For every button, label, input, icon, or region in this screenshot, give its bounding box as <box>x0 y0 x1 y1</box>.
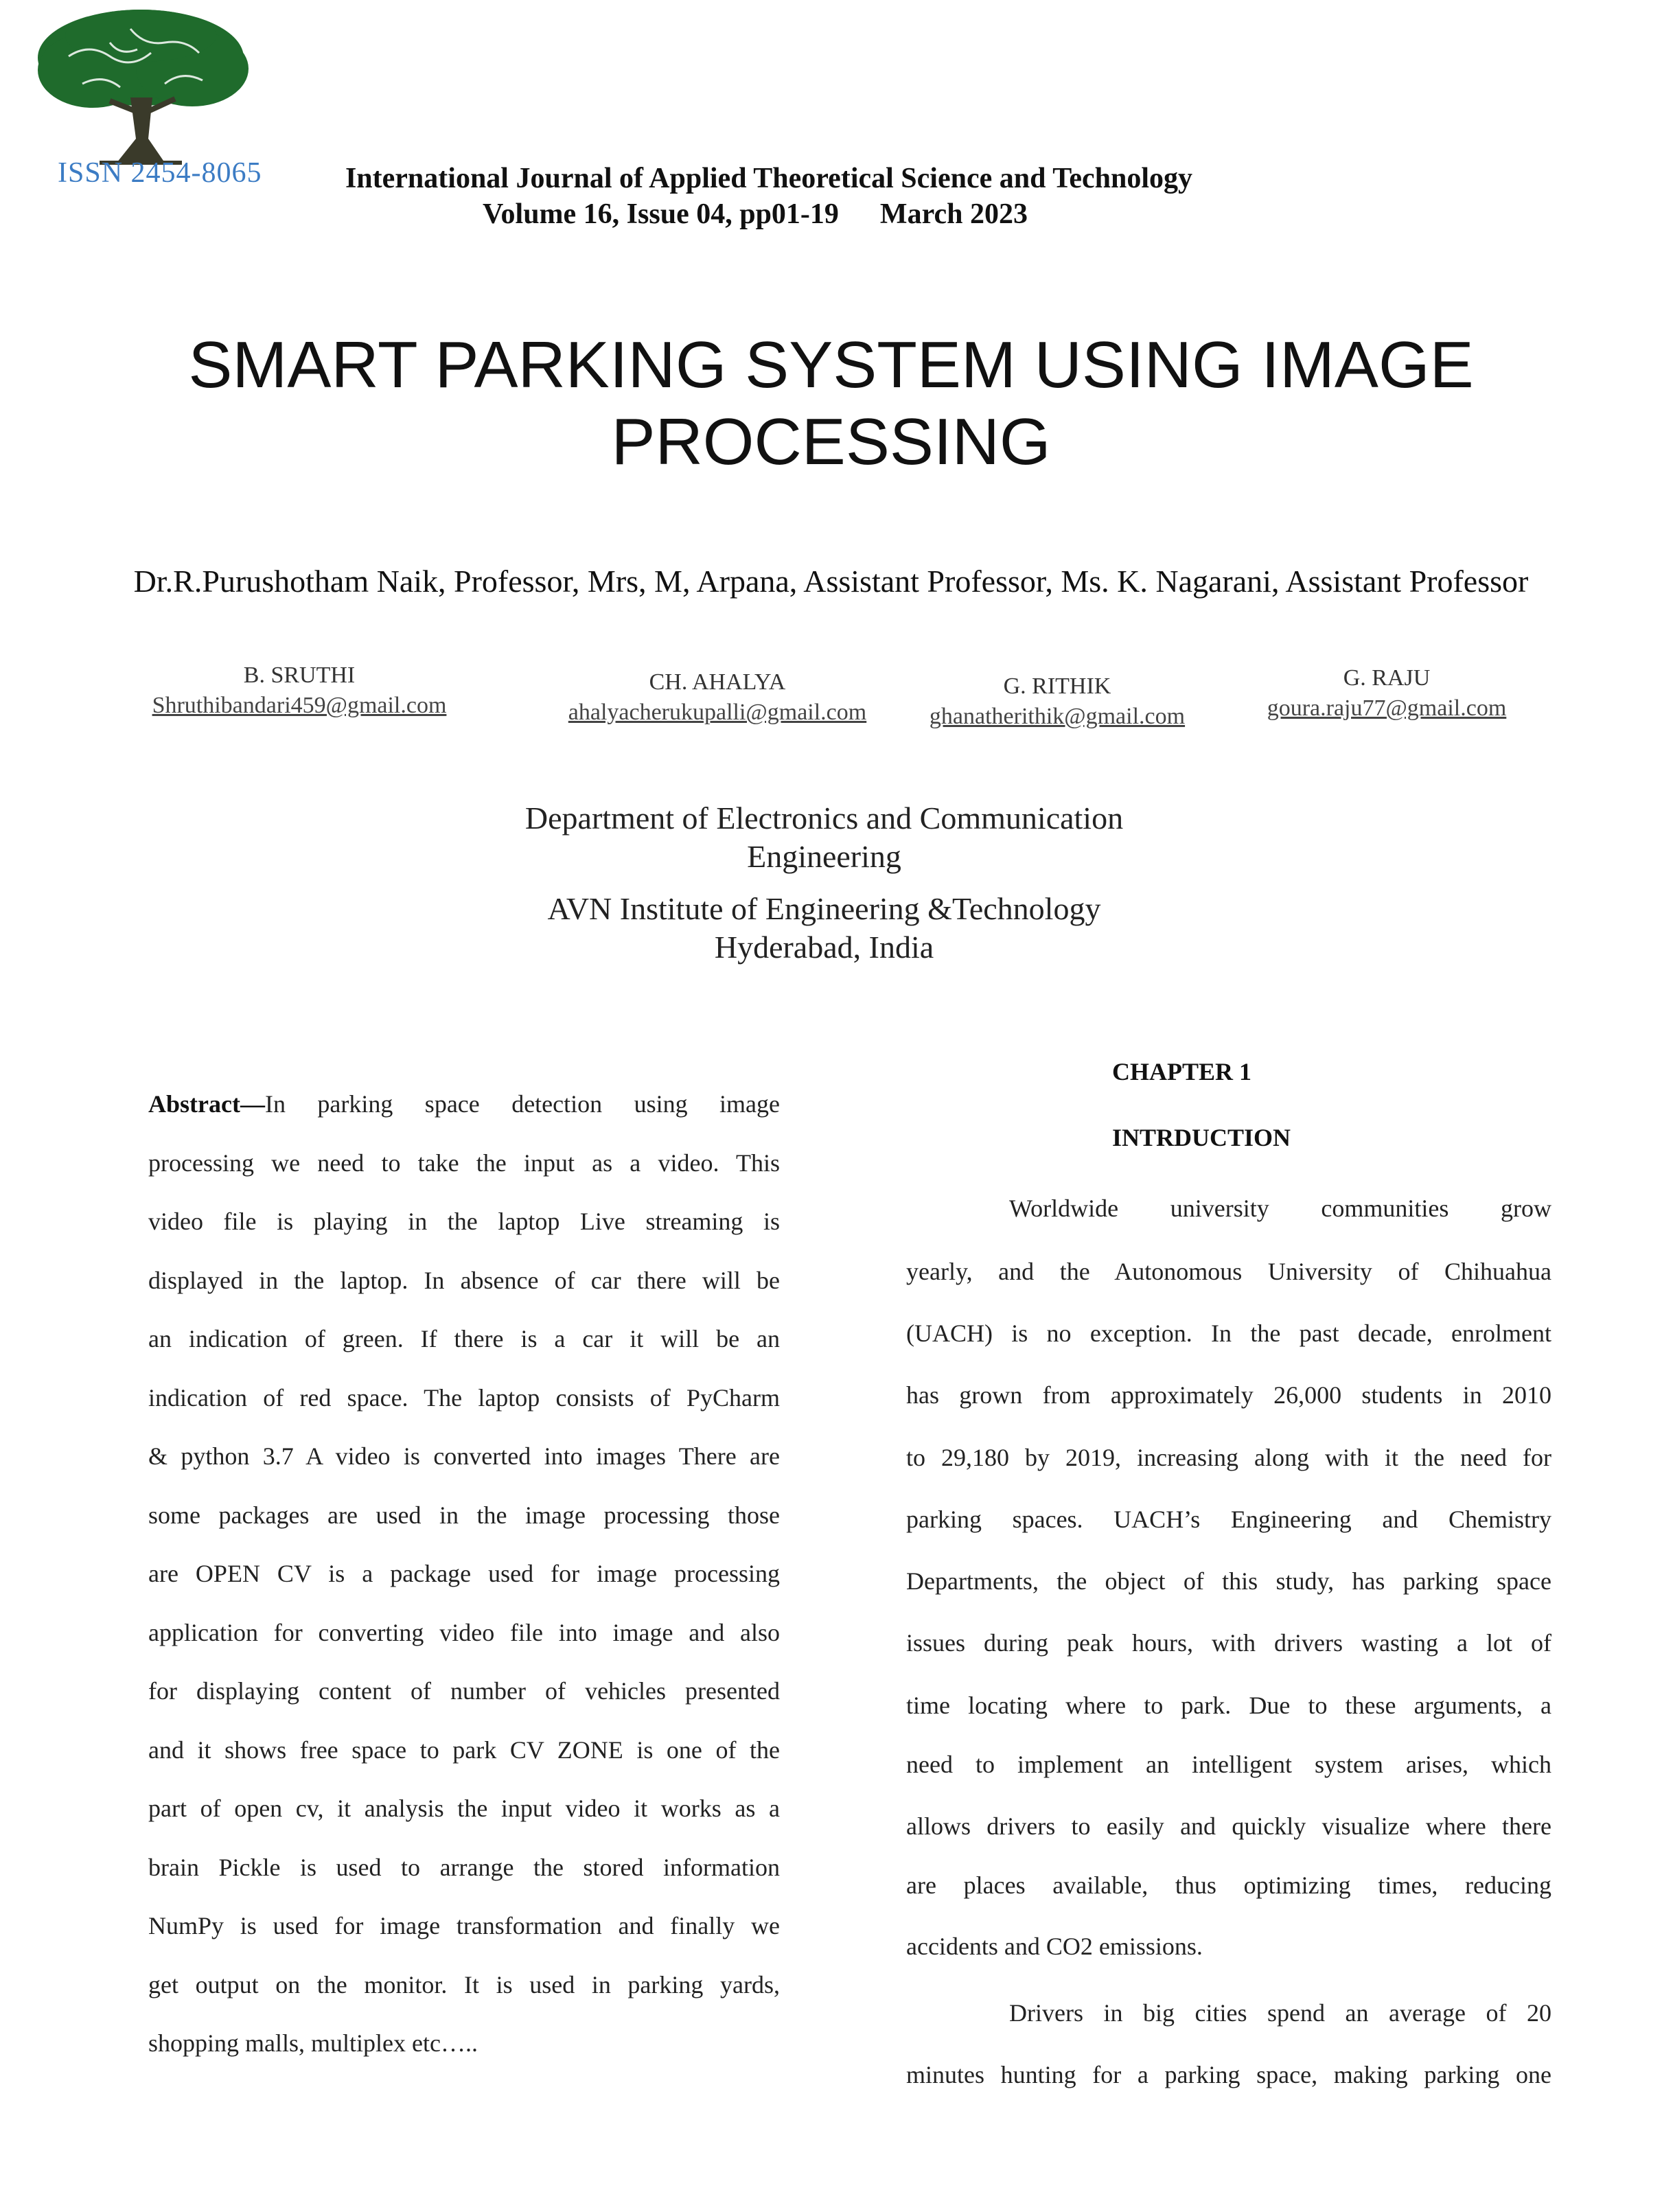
abstract-column <box>148 1090 780 2088</box>
student-author <box>913 671 1201 732</box>
dept-line-1: Department of Electronics and Communication <box>524 800 1124 836</box>
journal-name: International Journal of Applied Theoretical Science and Technology <box>345 163 1193 194</box>
para-line: minutes hunting for a parking space, making parking one <box>906 2061 1551 2088</box>
student-name: CH. AHALYA <box>649 669 786 695</box>
city: Hyderabad, India <box>714 930 934 965</box>
abstract-line: NumPy is used for image transformation and finally we <box>148 1912 780 1939</box>
abstract-line: video file is playing in the laptop Live streaming is <box>148 1208 780 1235</box>
student-author <box>135 660 464 721</box>
student-author <box>549 667 886 728</box>
para-line: accidents and CO2 emissions. <box>906 1933 1203 1960</box>
para-line: time locating where to park. Due to these arguments, a <box>906 1692 1551 1719</box>
para-line: has grown from approximately 26,000 students in 2010 <box>906 1381 1551 1409</box>
abstract-line: displayed in the laptop. In absence of car there will be <box>148 1266 780 1294</box>
abstract-line: some packages are used in the image processing those <box>148 1501 780 1529</box>
abstract-line: for displaying content of number of vehicles presented <box>148 1677 780 1705</box>
para-line: allows drivers to easily and quickly visualize where there <box>906 1812 1551 1840</box>
journal-date: March 2023 <box>879 198 1028 230</box>
para-line: parking spaces. UACH’s Engineering and Chemistry <box>906 1506 1551 1533</box>
student-name: G. RITHIK <box>1003 673 1111 699</box>
journal-volume: Volume 16, Issue 04, pp01-19 <box>483 198 839 230</box>
abstract-line: processing we need to take the input as a video. This <box>148 1149 780 1177</box>
abstract-line: and it shows free space to park CV ZONE is one of the <box>148 1736 780 1764</box>
student-email[interactable]: ahalyacherukupalli@gmail.com <box>568 700 867 725</box>
faculty-authors: Dr.R.Purushotham Naik, Professor, Mrs, M, Arpana, Assistant Professor, Ms. K. Nagarani, Assistant Professor <box>133 564 1529 599</box>
title-line-1: SMART PARKING SYSTEM USING IMAGE <box>188 328 1474 402</box>
para-line: need to implement an intelligent system arises, which <box>906 1751 1551 1778</box>
abstract-line: an indication of green. If there is a car it will be an <box>148 1325 780 1352</box>
title-line-2: PROCESSING <box>611 405 1051 479</box>
para-line: (UACH) is no exception. In the past decade, enrolment <box>906 1320 1551 1347</box>
abstract-line: part of open cv, it analysis the input video it works as a <box>148 1795 780 1822</box>
abstract-line: shopping malls, multiplex etc….. <box>148 2029 478 2057</box>
para-line: Worldwide university communities grow <box>1009 1195 1551 1222</box>
para-line: yearly, and the Autonomous University of Chihuahua <box>906 1258 1551 1285</box>
para-line: Drivers in big cities spend an average of 20 <box>1009 1999 1551 2027</box>
abstract-line: brain Pickle is used to arrange the stored information <box>148 1853 780 1881</box>
abstract-line: are OPEN CV is a package used for image processing <box>148 1560 780 1587</box>
para-line: Departments, the object of this study, has parking space <box>906 1567 1551 1595</box>
abstract-line: application for converting video file into image and also <box>148 1618 780 1646</box>
abstract-line: Abstract—In parking space detection using image <box>148 1090 780 1118</box>
student-author <box>1243 663 1531 724</box>
dept-line-2: Engineering <box>747 839 901 874</box>
student-email[interactable]: Shruthibandari459@gmail.com <box>152 693 447 718</box>
tree-logo-icon <box>27 8 254 166</box>
abstract-line: get output on the monitor. It is used in parking yards, <box>148 1970 780 1998</box>
para-line: to 29,180 by 2019, increasing along with it the need for <box>906 1444 1551 1471</box>
para-line: are places available, thus optimizing times, reducing <box>906 1871 1551 1899</box>
institute: AVN Institute of Engineering &Technology <box>547 891 1101 926</box>
abstract-line: indication of red space. The laptop consists of PyCharm <box>148 1383 780 1412</box>
issn-label: ISSN 2454-8065 <box>58 157 262 189</box>
student-name: B. SRUTHI <box>243 663 356 688</box>
para-line: issues during peak hours, with drivers wasting a lot of <box>906 1629 1551 1657</box>
abstract-line: & python 3.7 A video is converted into images There are <box>148 1442 780 1470</box>
student-email[interactable]: ghanatherithik@gmail.com <box>929 704 1186 729</box>
chapter-subheading: INTRDUCTION <box>1112 1124 1291 1151</box>
paper-title <box>0 327 1662 481</box>
journal-volume-line <box>206 198 1304 231</box>
abstract-label: Abstract— <box>148 1090 265 1118</box>
chapter-heading: CHAPTER 1 <box>1112 1058 1252 1085</box>
student-name: G. RAJU <box>1343 665 1431 691</box>
student-email[interactable]: goura.raju77@gmail.com <box>1267 695 1507 721</box>
